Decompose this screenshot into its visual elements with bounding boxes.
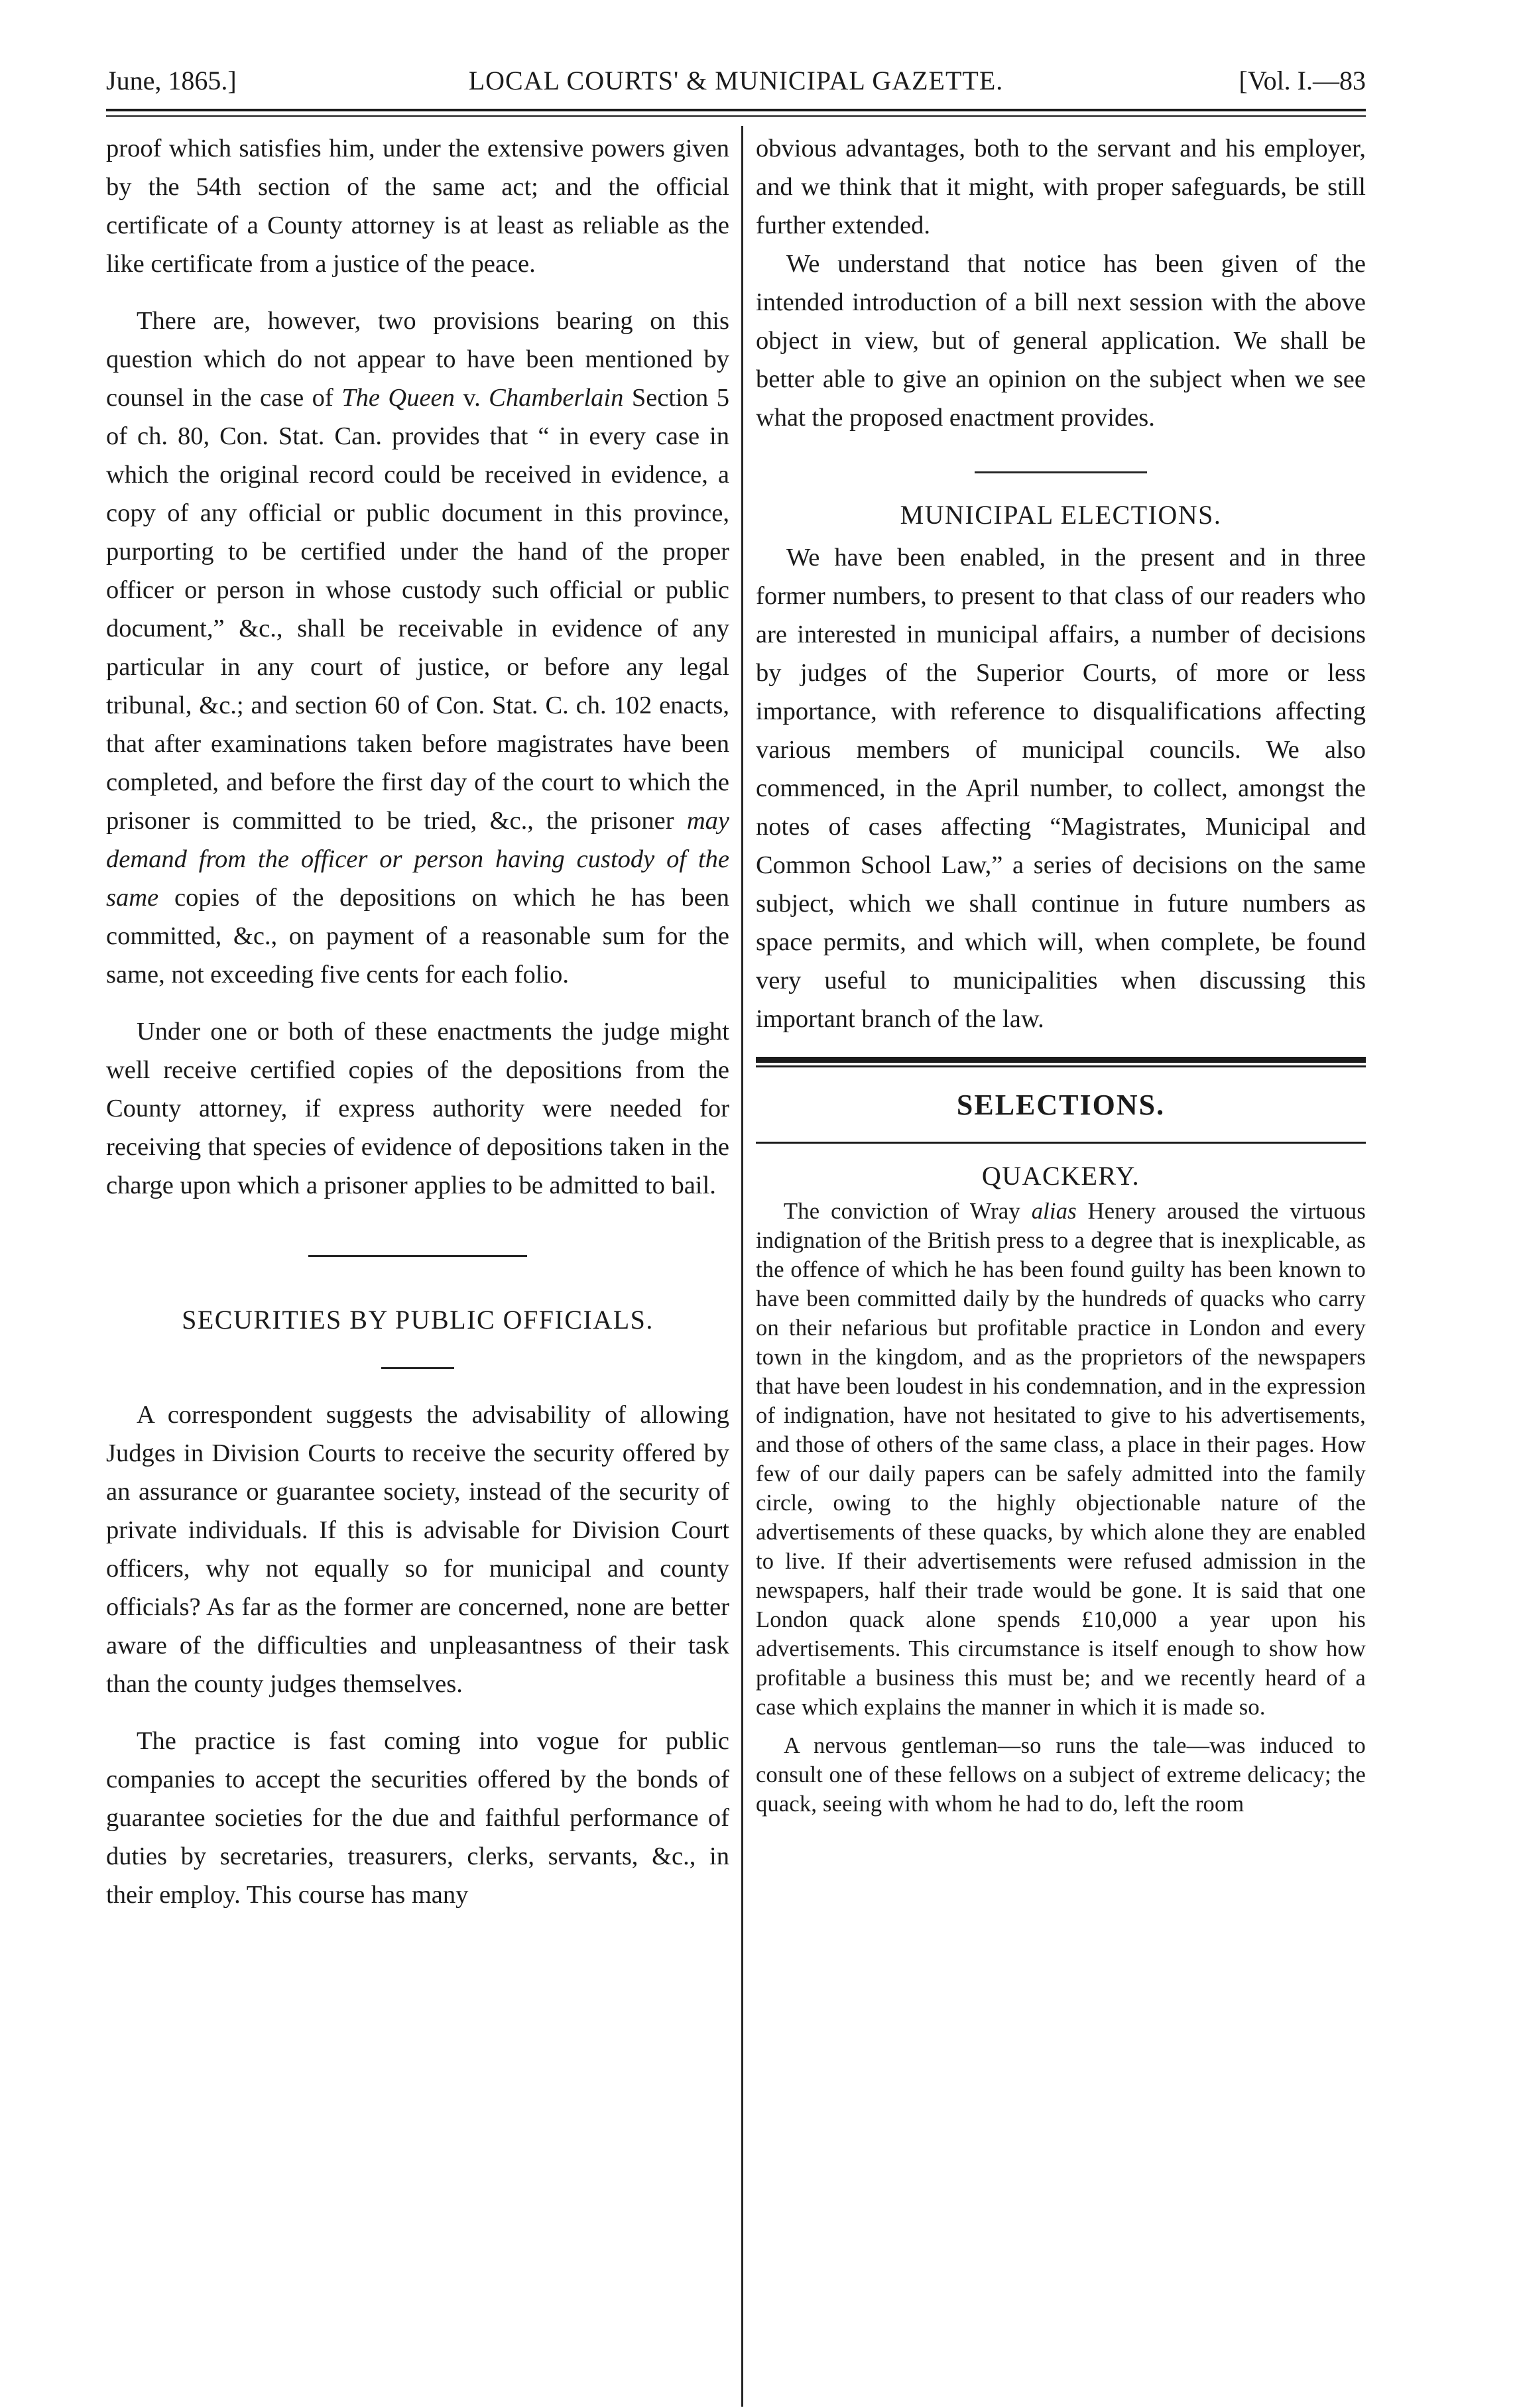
header-rule (106, 109, 1366, 117)
p2-text-c: copies of the depositions on which he has been committed, &c., on payment of a reasonable sum for the same, not exceeding five cents for each folio. (106, 884, 729, 989)
right-paragraph-3: We have been enabled, in the present and in three former numbers, to present to that class of our readers who are interested in municipal affairs, a number of decisions by judges of the Superior Courts, of more or less importance, with reference to disqualifications affecting various members of municipal councils. We also commenced, in the April number, to collect, amongst the notes of cases affecting “Magistrates, Municipal and Common School Law,” a series of decisions on the same subject, which we shall continue in future numbers as space permits, and which will, when complete, be found very useful to municipalities when discussing this important branch of the law. (756, 544, 1366, 1033)
left-paragraph-4: A correspondent suggests the advisability of allowing Judges in Division Courts to receive the security offered by an assurance or guarantee society, instead of the security of private individuals. If this is advisable for Division Court officers, why not equally so for municipal and county officials? As far as the former are concerned, none are better aware of the difficulties and unpleasantness of their task than the county judges themselves. (106, 1401, 729, 1698)
p4-text-b: Henery aroused the virtuous indignation of the British press to a degree that is inexplicable, as the offence of which he has been found guilty has been known to have been committed daily by the hundreds of quacks who carry on their nefarious but profitable practice in London and every town in the kingdom, and as the proprietors of the newspapers that have been loudest in his condemnation, and in the expression of indignation, have not hesitated to give to his advertisements, and those of others of the same class, a place in their pages. How few of our daily papers can be safely admitted into the family circle, owing to the highly objectionable nature of the advertisements of these quacks, by which alone they are enabled to live. If their advertisements were refused admission in the newspapers, half their trade would be gone. It is said that one London quack alone spends £10,000 a year upon his advertisements. This circumstance is itself enough to show how profitable a business this must be; and we recently heard of a case which explains the manner in which it is made so. (756, 1199, 1366, 1720)
p4-alias: alias (1031, 1199, 1077, 1224)
section-title-securities: SECURITIES BY PUBLIC OFFICIALS. (182, 1305, 654, 1335)
section-divider-rule (308, 1255, 527, 1257)
title-underline-rule (381, 1367, 454, 1369)
section-title-selections: SELECTIONS. (956, 1089, 1166, 1121)
header-volume-page: [Vol. I.—83 (1239, 66, 1366, 95)
left-paragraph-5: The practice is fast coming into vogue for public companies to accept the securities offered by the bonds of guarantee societies for the due and faithful performance of duties by secretaries, treasurers, clerks, servants, &c., in their employ. This course has many (106, 1727, 729, 1909)
left-paragraph-2 (106, 302, 729, 994)
header-publication-title: LOCAL COURTS' & MUNICIPAL GAZETTE. (468, 66, 1004, 95)
right-paragraph-2: We understand that notice has been given of the intended introduction of a bill next session with the above object in view, but of general application. We shall be better able to give an opinion on the subject when we see what the proposed enactment provides. (756, 250, 1366, 432)
section-divider-rule (975, 471, 1147, 473)
section-title-municipal-elections: MUNICIPAL ELECTIONS. (900, 500, 1222, 530)
p2-text-a: There are, however, two provisions bearing on this question which do not appear to have been mentioned by counsel in the case of (106, 307, 729, 412)
selections-double-rule (756, 1057, 1366, 1067)
case-name-queen: The Queen (341, 384, 455, 412)
header-date: June, 1865.] (106, 66, 237, 95)
left-paragraph-1: proof which satisfies him, under the extensive powers given by the 54th section of the same act; and the official certificate of a County attorney is at least as reliable as the like certificate from a justice of the peace. (106, 135, 729, 278)
left-paragraph-3: Under one or both of these enactments the judge might well receive certified copies of the depositions from the County attorney, if express authority were needed for receiving that species of evidence of depositions taken in the charge upon which a prisoner applies to be admitted to bail. (106, 1018, 729, 1199)
right-paragraph-5: A nervous gentleman—so runs the tale—was induced to consult one of these fellows on a subject of extreme delicacy; the quack, seeing with whom he had to do, left the room (756, 1733, 1366, 1817)
section-title-quackery: QUACKERY. (981, 1161, 1140, 1191)
column-divider (741, 126, 743, 2407)
selections-underline-rule (756, 1142, 1366, 1144)
page-header (106, 54, 1366, 107)
right-paragraph-4 (756, 1197, 1366, 1722)
p2-italic-phrase: may demand from the officer or person having custody of the same (106, 807, 729, 912)
p4-text-a: The conviction of Wray (784, 1199, 1032, 1224)
right-paragraph-1: obvious advantages, both to the servant and his employer, and we think that it might, with proper safeguards, be still further extended. (756, 135, 1366, 239)
p2-text-b: Section 5 of ch. 80, Con. Stat. Can. provides that “ in every case in which the original record could be received in evidence, a copy of any official or public document in this province, purporting to be certified under the hand of the proper officer or person in whose custody such official or public document,” &c., shall be receivable in evidence of any particular in any court of justice, or before any legal tribunal, &c.; and section 60 of Con. Stat. C. ch. 102 enacts, that after examinations taken before magistrates have been completed, and before the first day of the court to which the prisoner is committed to be tried, &c., the prisoner (106, 384, 730, 835)
case-name-chamberlain: Chamberlain (489, 384, 624, 412)
right-column (756, 129, 1366, 1819)
left-column (106, 129, 729, 1914)
p2-versus: v. (454, 384, 489, 412)
